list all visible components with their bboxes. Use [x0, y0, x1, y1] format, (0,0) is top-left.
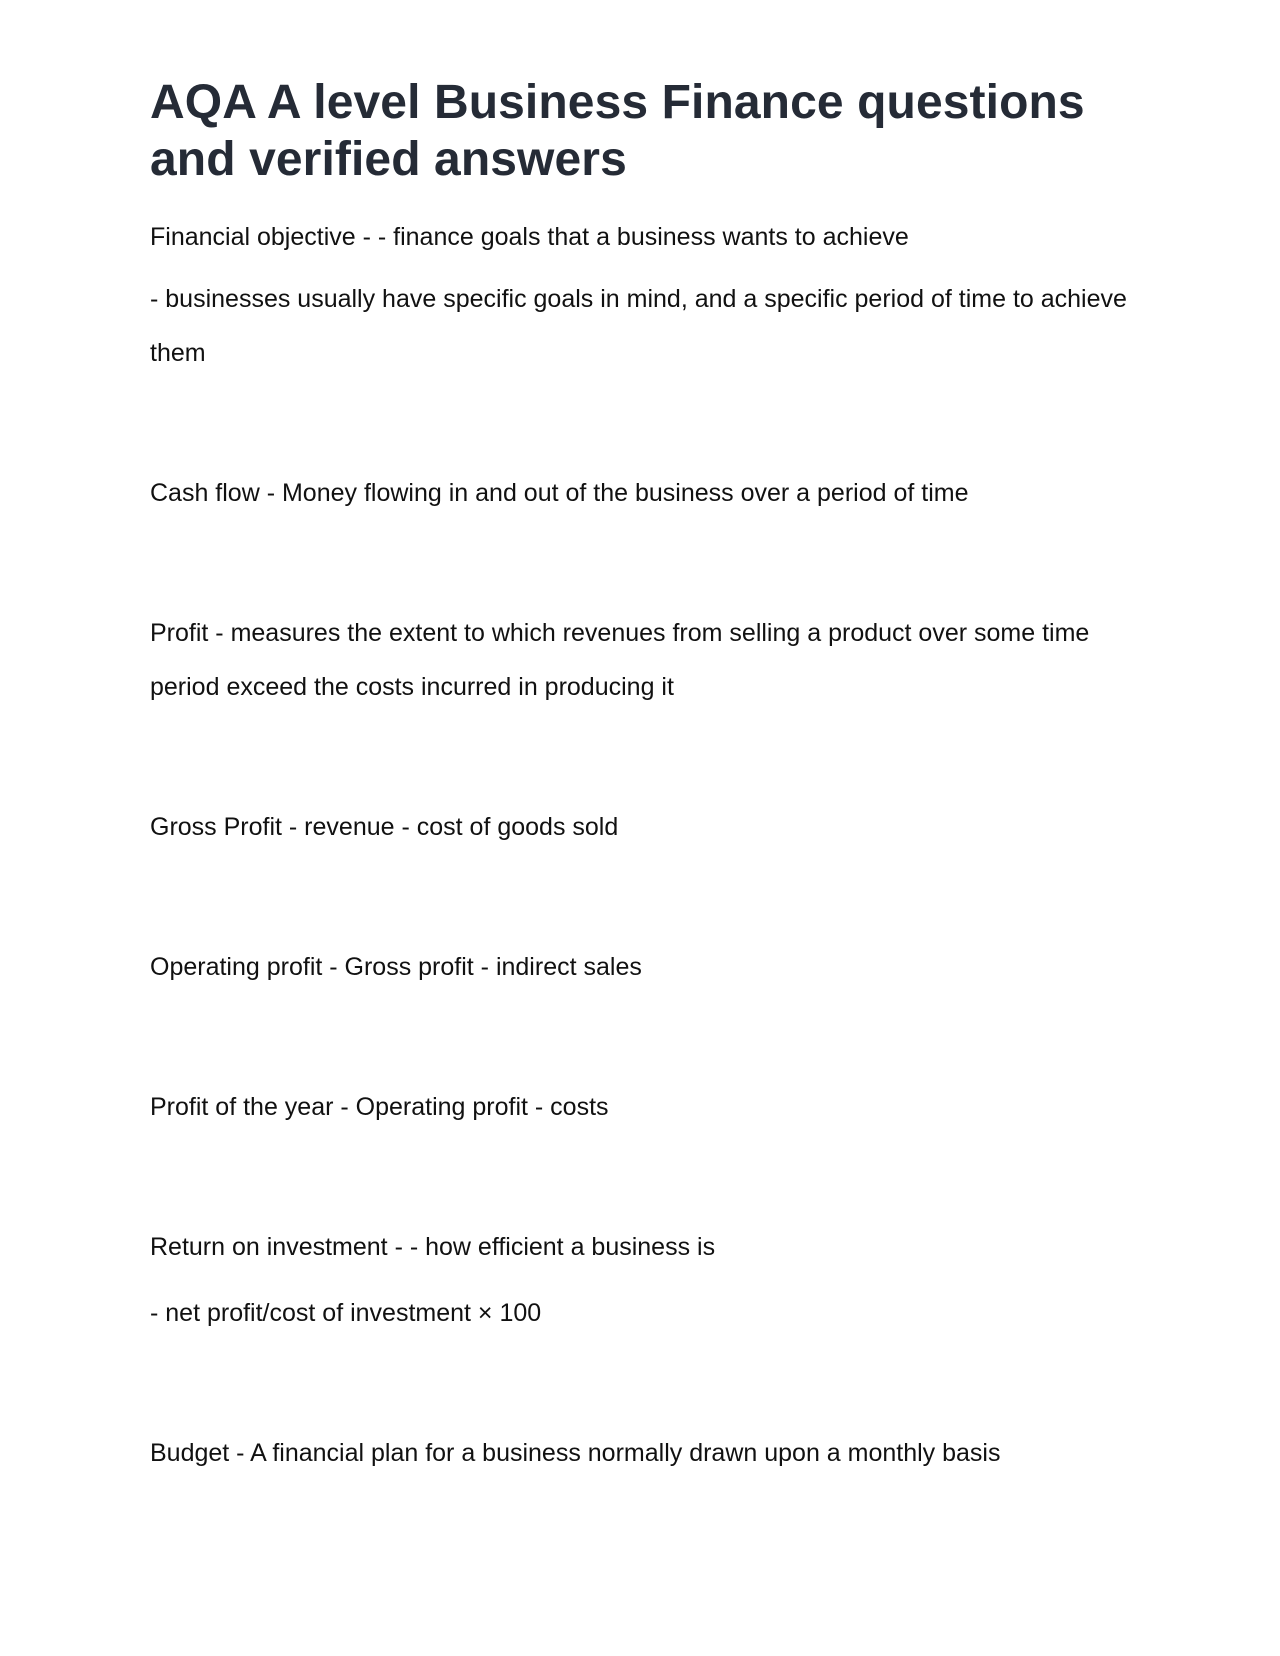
entry-operating-profit	[150, 940, 1140, 994]
entry-cash-flow	[150, 466, 1140, 520]
entry-budget	[150, 1426, 1140, 1480]
entry-definition: Operating profit - Gross profit - indirect sales	[150, 953, 642, 981]
entry-definition: Financial objective - - finance goals that a business wants to achieve	[150, 223, 909, 251]
entry-definition: Budget - A financial plan for a business normally drawn upon a monthly basis	[150, 1439, 1001, 1467]
entry-definition: Return on investment - - how efficient a business is	[150, 1233, 716, 1261]
entry-detail: - businesses usually have specific goals in mind, and a specific period of time to achieve them	[150, 285, 1127, 367]
entry-definition: Cash flow - Money flowing in and out of the business over a period of time	[150, 479, 969, 507]
entry-gross-profit	[150, 800, 1140, 854]
entry-definition: Profit - measures the extent to which revenues from selling a product over some time period exceed the costs incurred in producing it	[150, 619, 1090, 701]
entry-profit	[150, 606, 1140, 714]
title-line-1: AQA A level Business Finance questions	[150, 76, 1085, 129]
entry-detail: - net profit/cost of investment × 100	[150, 1299, 542, 1327]
entry-profit-of-year	[150, 1080, 1140, 1134]
entry-return-on-investment	[150, 1220, 1140, 1340]
entry-definition: Gross Profit - revenue - cost of goods sold	[150, 813, 619, 841]
entry-financial-objective	[150, 210, 1140, 380]
document-title	[150, 74, 1140, 188]
title-line-2: and verified answers	[150, 133, 627, 186]
entry-definition: Profit of the year - Operating profit - costs	[150, 1093, 609, 1121]
